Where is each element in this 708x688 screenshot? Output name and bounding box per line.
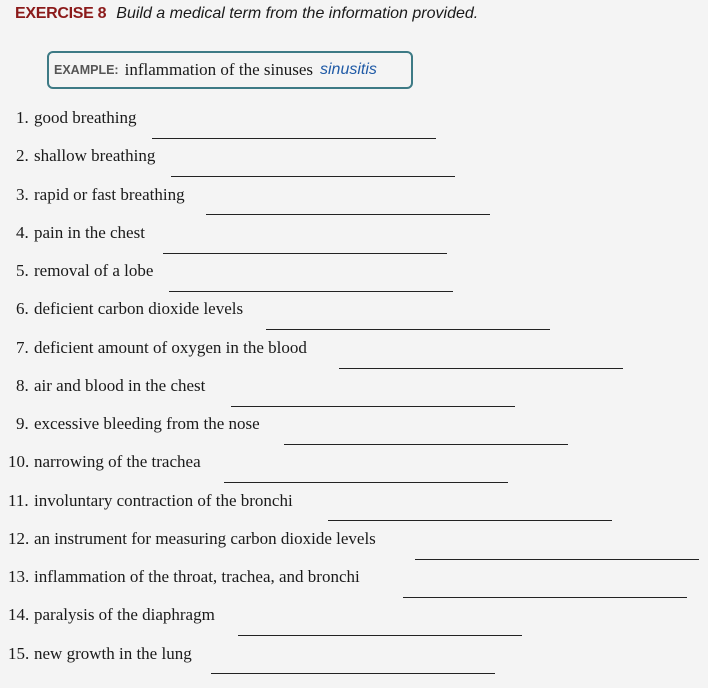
item-prompt: narrowing of the trachea (34, 452, 201, 471)
item-number: 13. (8, 567, 30, 586)
answer-blank[interactable] (403, 597, 687, 598)
item-number: 11. (8, 491, 29, 510)
item-prompt: an instrument for measuring carbon dioxide levels (34, 529, 376, 548)
answer-blank[interactable] (266, 329, 550, 330)
exercise-item (0, 452, 708, 482)
example-text: inflammation of the sinuses (124, 60, 313, 79)
item-prompt: pain in the chest (34, 223, 145, 242)
item-number: 12. (8, 529, 30, 548)
answer-blank[interactable] (163, 253, 447, 254)
answer-blank[interactable] (152, 138, 436, 139)
exercise-item (0, 146, 708, 176)
exercise-item (0, 185, 708, 215)
exercise-instructions: Build a medical term from the information provided. (116, 5, 479, 22)
answer-blank[interactable] (224, 482, 508, 483)
exercise-item (0, 108, 708, 138)
answer-blank[interactable] (415, 559, 699, 560)
item-prompt: rapid or fast breathing (34, 185, 185, 204)
exercise-item (0, 299, 708, 329)
exercise-item (0, 644, 708, 674)
answer-blank[interactable] (238, 635, 522, 636)
answer-blank[interactable] (169, 291, 453, 292)
example-label: EXAMPLE: (54, 63, 119, 77)
exercise-item (0, 491, 708, 521)
item-number: 15. (8, 644, 30, 663)
item-number: 4. (16, 223, 29, 242)
answer-blank[interactable] (211, 673, 495, 674)
exercise-item (0, 261, 708, 291)
item-number: 1. (16, 108, 29, 127)
item-number: 7. (16, 338, 29, 357)
item-prompt: inflammation of the throat, trachea, and bronchi (34, 567, 360, 586)
item-prompt: new growth in the lung (34, 644, 192, 663)
exercise-item (0, 376, 708, 406)
item-number: 5. (16, 261, 29, 280)
item-prompt: deficient carbon dioxide levels (34, 299, 244, 318)
exercise-item (0, 605, 708, 635)
answer-blank[interactable] (339, 368, 623, 369)
example-answer: sinusitis (319, 61, 377, 78)
answer-blank[interactable] (284, 444, 568, 445)
item-prompt: involuntary contraction of the bronchi (34, 491, 293, 510)
exercise-item (0, 414, 708, 444)
item-number: 6. (16, 299, 29, 318)
exercise-item (0, 338, 708, 368)
item-prompt: paralysis of the diaphragm (34, 605, 215, 624)
item-number: 14. (8, 605, 30, 624)
item-number: 2. (16, 146, 29, 165)
item-prompt: air and blood in the chest (34, 376, 206, 395)
answer-blank[interactable] (206, 214, 490, 215)
item-prompt: deficient amount of oxygen in the blood (34, 338, 307, 357)
item-prompt: removal of a lobe (34, 261, 154, 280)
answer-blank[interactable] (171, 176, 455, 177)
item-number: 10. (8, 452, 30, 471)
exercise-item (0, 529, 708, 559)
exercise-label: EXERCISE 8 (15, 5, 107, 22)
item-number: 9. (16, 414, 29, 433)
item-prompt: shallow breathing (34, 146, 156, 165)
answer-blank[interactable] (328, 520, 612, 521)
example-box (47, 51, 413, 89)
exercise-header (15, 5, 478, 23)
exercise-item (0, 567, 708, 597)
exercise-item (0, 223, 708, 253)
item-number: 8. (16, 376, 29, 395)
item-prompt: good breathing (34, 108, 137, 127)
answer-blank[interactable] (231, 406, 515, 407)
item-number: 3. (16, 185, 29, 204)
item-prompt: excessive bleeding from the nose (34, 414, 260, 433)
